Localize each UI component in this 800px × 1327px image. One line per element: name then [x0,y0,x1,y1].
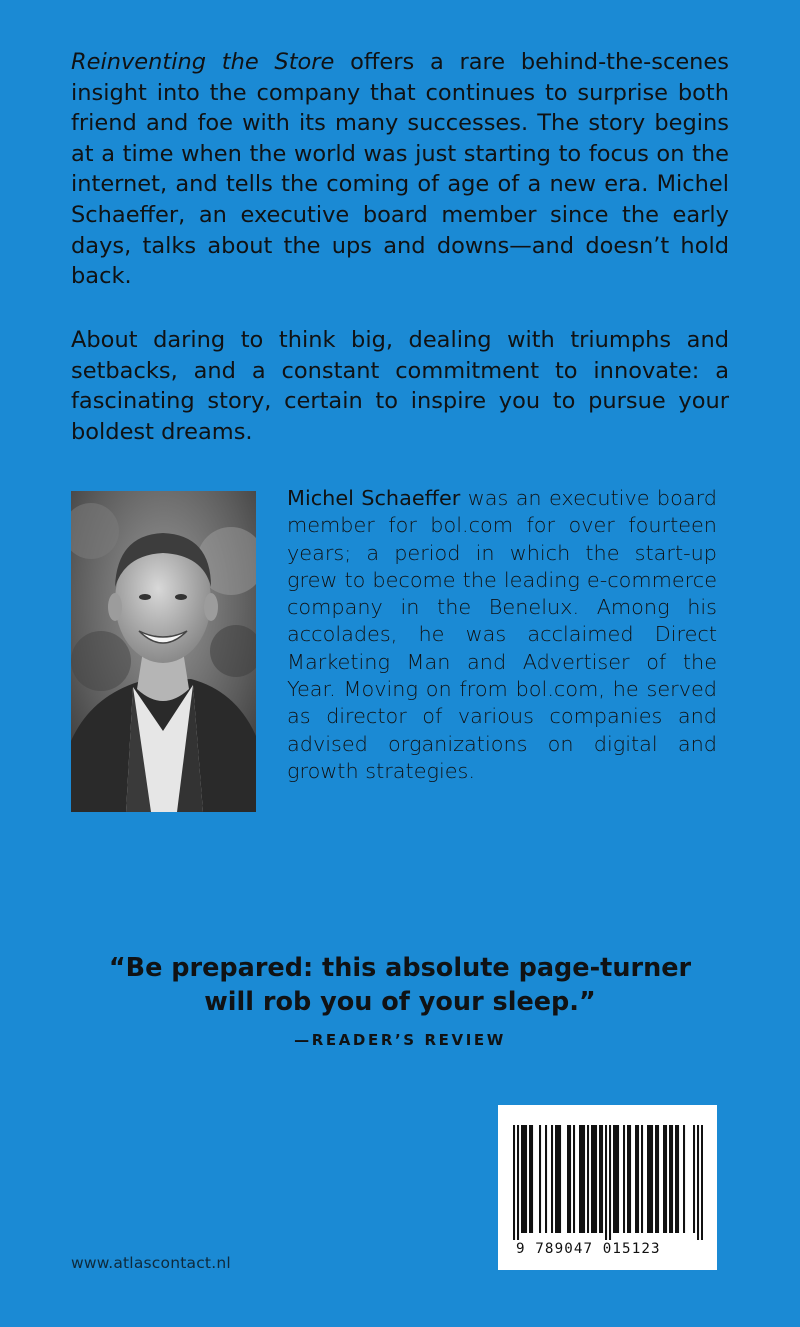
review-attribution: —READER’S REVIEW [294,1031,506,1049]
barcode-bar [627,1125,629,1233]
barcode-bar [581,1125,583,1233]
barcode-bar [555,1125,557,1233]
barcode-bar [663,1125,665,1233]
barcode-bar [529,1125,531,1233]
barcode-bar [649,1125,651,1233]
barcode-bar [605,1125,607,1240]
barcode-bar [669,1125,671,1233]
barcode-bar [617,1125,619,1233]
author-bio [287,485,717,785]
review-quote-line-2: will rob you of your sleep.” [204,987,596,1017]
review-quote [0,951,800,1019]
barcode-bar [641,1125,643,1233]
barcode-bar [579,1125,581,1233]
barcode-bar [591,1125,593,1233]
barcode-bar [637,1125,639,1233]
barcode-bar [587,1125,589,1233]
barcode-bar [629,1125,631,1233]
barcode-bar [615,1125,617,1233]
barcode-bar [583,1125,585,1233]
barcode-bar [573,1125,575,1233]
author-photo [71,491,256,812]
barcode-bar [545,1125,547,1233]
barcode-bar [551,1125,553,1233]
book-title: Reinventing the Store [71,49,335,75]
barcode-bar [697,1125,699,1240]
barcode-bar [613,1125,615,1233]
barcode-bar [655,1125,657,1233]
barcode-bar [513,1125,515,1240]
author-name: Michel Schaeffer [287,486,461,510]
barcode-bar [567,1125,569,1233]
barcode-bar [539,1125,541,1233]
barcode-bar [665,1125,667,1233]
barcode-bar [593,1125,595,1233]
review-quote-line-1: “Be prepared: this absolute page-turner [108,953,692,983]
barcode-bar [569,1125,571,1233]
publisher-url: www.atlascontact.nl [71,1254,231,1272]
barcode-bars [513,1125,703,1240]
barcode-bar [623,1125,625,1233]
author-bio-text: was an executive board member for bol.com for over fourteen years; a period in which the start-up grew to become the leading e-commerce company in the Benelux. Among his accolades, he was acclaimed Direct Marketing Man and Advertiser of the Year. Moving on from bol.com, he served as director of various companies and advised organizations on digital and growth strategies. [287,486,717,783]
barcode-bar [559,1125,561,1233]
isbn-barcode [498,1105,717,1270]
barcode-bar [671,1125,673,1233]
barcode-bar [531,1125,533,1233]
barcode-bar [523,1125,525,1233]
barcode-bar [683,1125,685,1233]
barcode-bar [657,1125,659,1233]
barcode-bar [693,1125,695,1233]
barcode-bar [601,1125,603,1233]
barcode-bar [557,1125,559,1233]
barcode-bar [521,1125,523,1233]
barcode-bar [677,1125,679,1233]
barcode-bar [675,1125,677,1233]
blurb-paragraph-2: About daring to think big, dealing with triumphs and setbacks, and a constant commitment to innovate: a fascinating story, certain to inspire you to pursue your boldest dreams. [71,327,729,445]
barcode-bar [599,1125,601,1233]
barcode-bar [647,1125,649,1233]
barcode-bar [517,1125,519,1240]
barcode-bar [609,1125,611,1240]
isbn-number: 9 789047 015123 [516,1241,661,1257]
barcode-bar [635,1125,637,1233]
blurb-paragraph-1 [71,47,729,292]
barcode-bar [525,1125,527,1233]
blurb-paragraph-1-text: offers a rare behind-the-scenes insight into the company that continues to surprise both friend and foe with its many successes. The story begins at a time when the world was just starting to focus on the internet, and tells the coming of age of a new era. Michel Schaeffer, an executive board member since the early days, talks about the ups and downs—and doesn’t hold back. [71,49,729,290]
barcode-bar [651,1125,653,1233]
barcode-bar [595,1125,597,1233]
barcode-bar [701,1125,703,1240]
